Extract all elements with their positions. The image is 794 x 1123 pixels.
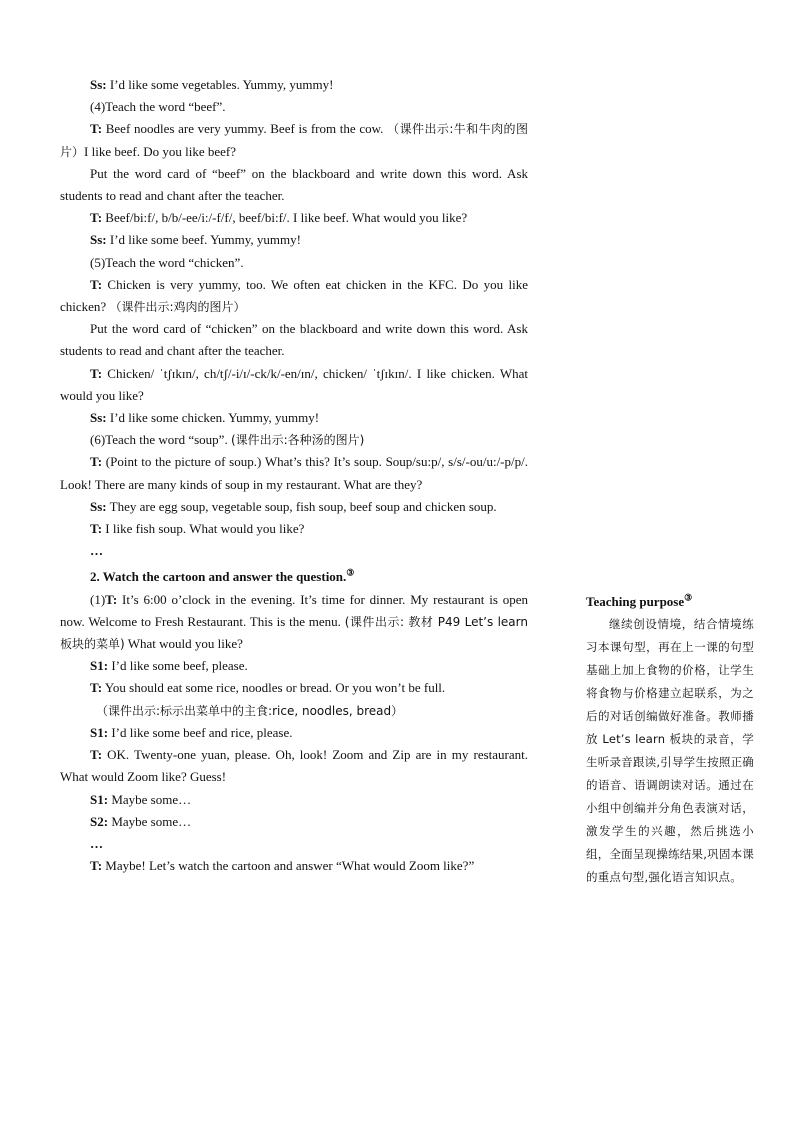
dialogue-text: I like beef. Do you like beef? xyxy=(84,143,236,159)
paragraph xyxy=(60,274,528,318)
speaker-label: T: xyxy=(90,521,103,537)
dialogue-text: Maybe! Let’s watch the cartoon and answer “What would Zoom like?” xyxy=(102,858,475,874)
paragraph xyxy=(60,655,528,677)
speaker-label: T: xyxy=(90,121,103,137)
sidebar-title-text: Teaching purpose xyxy=(586,594,685,609)
paragraph xyxy=(60,744,528,788)
ellipsis: … xyxy=(90,835,103,851)
dialogue-text: Chicken/ ˈtʃɪkɪn/, ch/tʃ/-i/ɪ/-ck/k/-en/ɪn/, chicken/ ˈtʃɪkɪn/. I like chicken. What would you like? xyxy=(60,365,528,403)
speaker-label: T: xyxy=(90,858,103,874)
section-heading xyxy=(60,566,528,588)
lesson-plan-body xyxy=(60,74,528,877)
speaker-label: Ss: xyxy=(90,410,107,426)
dialogue-text: They are egg soup, vegetable soup, fish soup, beef soup and chicken soup. xyxy=(106,498,497,514)
paragraph xyxy=(60,407,528,429)
paragraph xyxy=(60,118,528,162)
speaker-label: T: xyxy=(90,747,103,763)
dialogue-text: I’d like some beef, please. xyxy=(108,658,248,674)
footnote-marker: ③ xyxy=(684,592,693,603)
paragraph xyxy=(60,700,528,722)
paragraph xyxy=(60,722,528,744)
dialogue-text: It’s 6:00 o’clock in the evening. It’s time for dinner. My restaurant is open now. Welcome to Fresh Restaurant. This is the menu. xyxy=(60,591,528,629)
dialogue-text: Maybe some… xyxy=(108,791,192,807)
dialogue-text: (Point to the picture of soup.) What’s this? It’s soup. Soup/su:p/, s/s/-ou/u:/-p/p/. Look! There are many kinds of soup in my restaurant. What are they? xyxy=(60,454,528,492)
courseware-note: （课件出示:标示出菜单中的主食:rice, noodles, bread） xyxy=(96,703,404,718)
speaker-label: S1: xyxy=(90,658,109,674)
dialogue-text: I’d like some chicken. Yummy, yummy! xyxy=(106,410,320,426)
sidebar-body: 继续创设情境，结合情境练习本课句型，再在上一课的句型基础上加上食物的价格，让学生将食物与价格建立起联系，为之后的对话创编做好准备。教师播放 Let’s learn 板块的录音，学生听录音跟读,引导学生按照正确的语音、语调朗读对话。通过在小组中创编并分角色表演对话，激发学生的兴趣，然后挑选小组，全面呈现操练结果,巩固本课的重点句型,强化语言知识点。 xyxy=(586,617,754,884)
paragraph xyxy=(60,589,528,656)
paragraph xyxy=(60,207,528,229)
teaching-purpose-sidebar xyxy=(586,590,754,889)
speaker-label: T: xyxy=(90,210,103,226)
paragraph xyxy=(60,789,528,811)
dialogue-text: (6)Teach the word “soup”. xyxy=(90,432,231,448)
paragraph xyxy=(60,811,528,833)
speaker-label: Ss: xyxy=(90,232,107,248)
paragraph xyxy=(60,429,528,451)
dialogue-text: Beef/bi:f/, b/b/-ee/i:/-f/f/, beef/bi:f/. I like beef. What would you like? xyxy=(102,210,468,226)
speaker-label: T: xyxy=(90,680,103,696)
dialogue-text: OK. Twenty-one yuan, please. Oh, look! Zoom and Zip are in my restaurant. What would Zoom like? Guess! xyxy=(60,747,528,785)
speaker-label: S2: xyxy=(90,813,109,829)
courseware-note: (课件出示:各种汤的图片) xyxy=(230,433,365,448)
courseware-note: （课件出示:鸡肉的图片） xyxy=(109,300,246,315)
speaker-label: T: xyxy=(90,276,103,292)
dialogue-text: What would you like? xyxy=(124,636,243,652)
ellipsis: … xyxy=(90,543,103,559)
dialogue-text: I’d like some vegetables. Yummy, yummy! xyxy=(106,77,334,92)
paragraph xyxy=(60,518,528,540)
paragraph: (4)Teach the word “beef”. xyxy=(90,99,226,115)
sidebar-title xyxy=(586,590,754,613)
paragraph xyxy=(60,229,528,251)
speaker-label: T: xyxy=(90,365,103,381)
paragraph xyxy=(60,855,528,877)
paragraph: (5)Teach the word “chicken”. xyxy=(90,254,244,270)
paragraph xyxy=(60,677,528,699)
dialogue-text: I’d like some beef and rice, please. xyxy=(108,724,293,740)
speaker-label: T: xyxy=(105,591,118,607)
dialogue-text: I like fish soup. What would you like? xyxy=(102,521,305,537)
footnote-marker: ③ xyxy=(346,568,355,579)
dialogue-text: I’d like some beef. Yummy, yummy! xyxy=(106,232,301,248)
dialogue-text: You should eat some rice, noodles or bread. Or you won’t be full. xyxy=(102,680,446,696)
dialogue-text: Maybe some… xyxy=(108,813,192,829)
paragraph: Put the word card of “chicken” on the blackboard and write down this word. Ask students to read and chant after the teacher. xyxy=(60,321,528,359)
speaker-label: S1: xyxy=(90,724,109,740)
speaker-label: S1: xyxy=(90,791,109,807)
speaker-label: T: xyxy=(90,454,103,470)
dialogue-text: Chicken is very yummy, too. We often eat chicken in the KFC. Do you like chicken? xyxy=(60,276,528,315)
item-number: (1) xyxy=(90,591,106,607)
paragraph xyxy=(60,451,528,495)
courseware-note: （课件出示:牛和牛肉的图片） xyxy=(60,122,528,159)
courseware-note: (课件出示: 教材 P49 Let’s learn 板块的菜单) xyxy=(60,614,528,652)
paragraph: Put the word card of “beef” on the blackboard and write down this word. Ask students to read and chant after the teacher. xyxy=(60,165,528,204)
speaker-label: Ss: xyxy=(90,77,107,92)
paragraph xyxy=(60,74,528,96)
section-heading-text: 2. Watch the cartoon and answer the question. xyxy=(90,569,347,585)
paragraph xyxy=(60,363,528,407)
speaker-label: Ss: xyxy=(90,498,107,514)
paragraph xyxy=(60,496,528,518)
dialogue-text: Beef noodles are very yummy. Beef is from the cow. xyxy=(102,121,388,137)
